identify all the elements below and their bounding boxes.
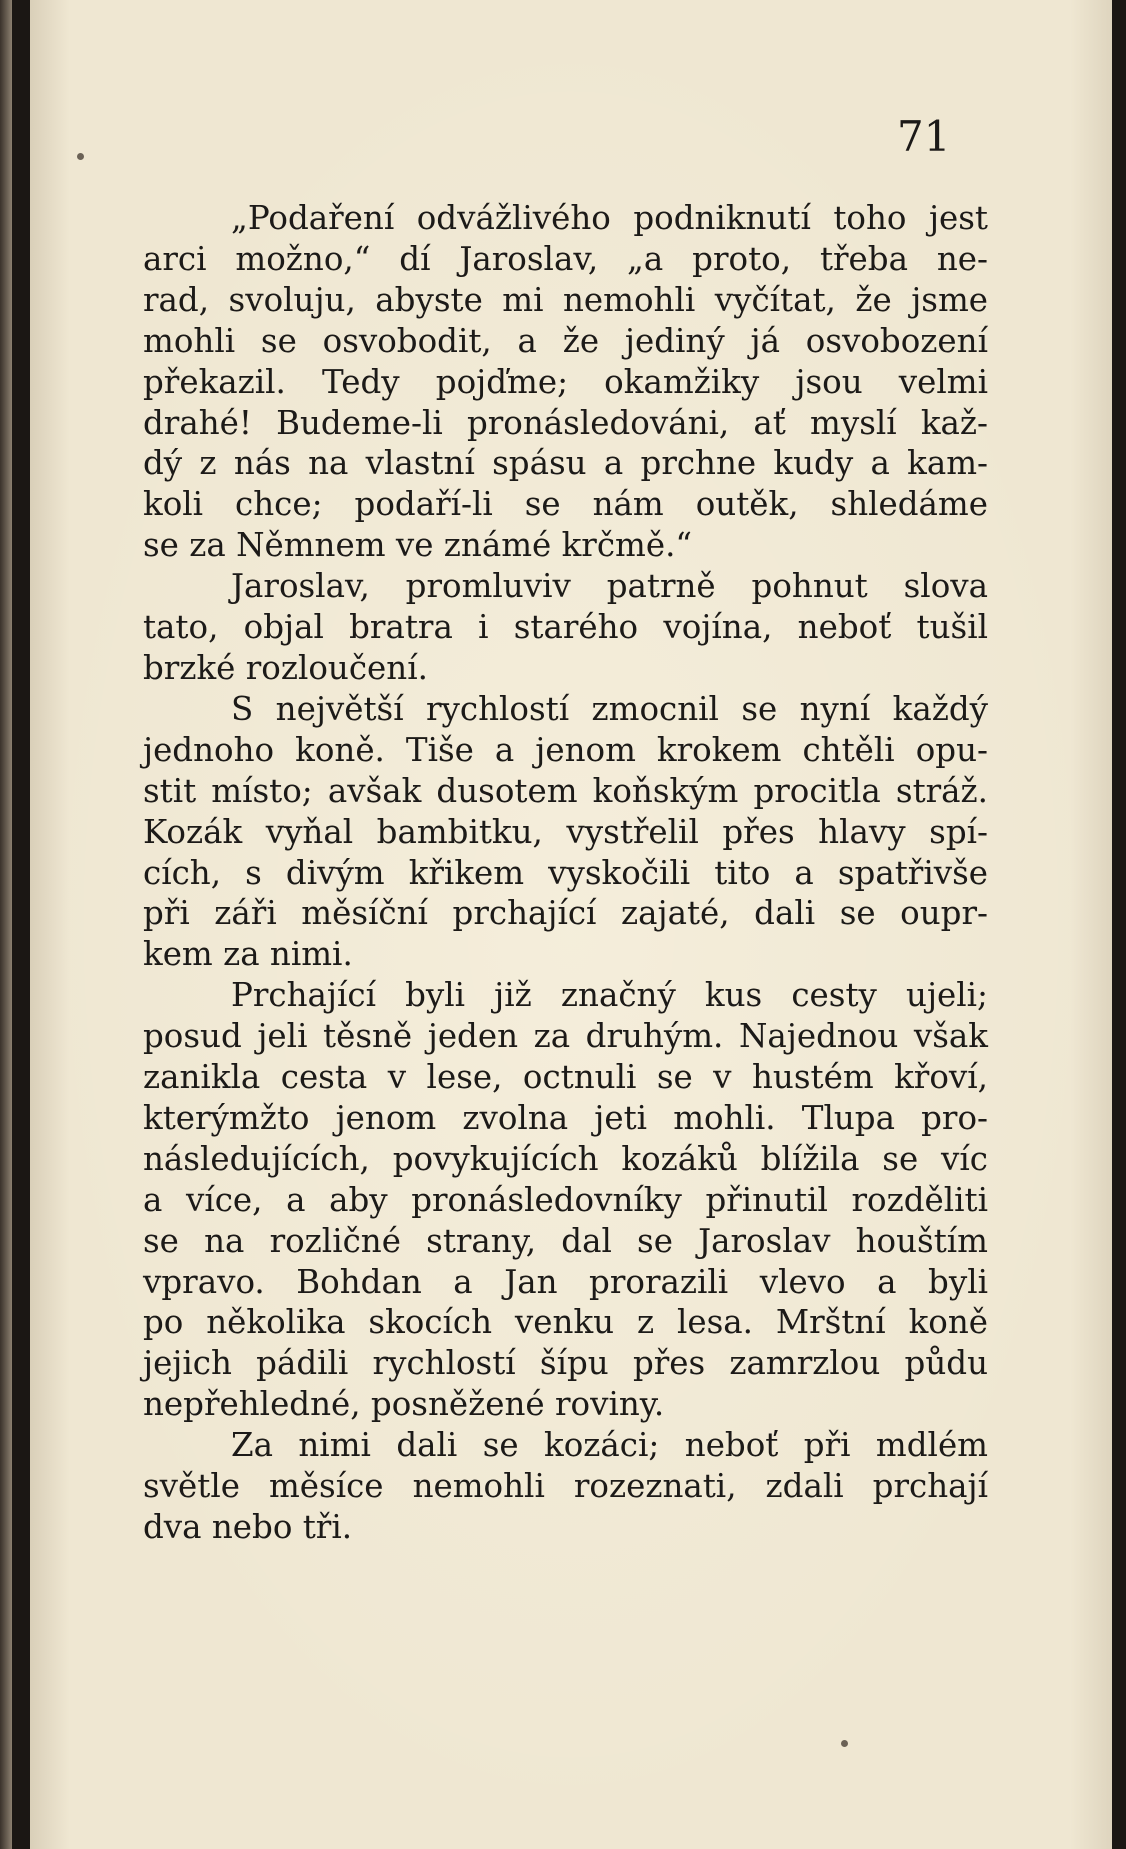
text-line: jejich pádili rychlostí šípu přes zamrzlou půdu xyxy=(143,1344,988,1383)
text-line: Jaroslav, promluviv patrně pohnut slova xyxy=(231,567,988,606)
text-line: a více, a aby pronásledovníky přinutil rozděliti xyxy=(143,1180,988,1219)
text-line: Prchající byli již značný kus cesty ujeli; xyxy=(231,976,988,1015)
book-page xyxy=(30,0,1112,1849)
binding-edge xyxy=(0,0,12,1849)
body-text xyxy=(143,198,988,1548)
text-line: S největší rychlostí zmocnil se nyní každý xyxy=(231,689,988,728)
text-line: po několika skocích venku z lesa. Mrštní koně xyxy=(143,1303,988,1342)
paper-speck xyxy=(841,1740,848,1747)
text-line: „Podaření odvážlivého podniknutí toho jest xyxy=(231,199,988,237)
text-line: tato, objal bratra i starého vojína, neboť tušil xyxy=(143,608,988,647)
text-line: dý z nás na vlastní spásu a prchne kudy a kam- xyxy=(143,444,988,483)
paper-speck xyxy=(77,153,84,160)
text-line: koli chce; podaří-li se nám outěk, shledáme xyxy=(143,485,988,524)
text-line: překazil. Tedy pojďme; okamžiky jsou velmi xyxy=(143,362,988,401)
text-line: se za Němnem ve známé krčmě.“ xyxy=(143,526,693,565)
text-line: brzké rozloučení. xyxy=(143,648,428,687)
text-line: Kozák vyňal bambitku, vystřelil přes hlavy spí- xyxy=(143,812,988,851)
text-line: dva nebo tři. xyxy=(143,1508,353,1546)
text-line: drahé! Budeme-li pronásledováni, ať myslí kaž- xyxy=(143,403,988,442)
text-line: vpravo. Bohdan a Jan prorazili vlevo a byli xyxy=(143,1262,988,1301)
text-line: kterýmžto jenom zvolna jeti mohli. Tlupa pro- xyxy=(143,1098,988,1137)
text-line: stit místo; avšak dusotem koňským procitla stráž. xyxy=(143,771,988,810)
text-line: se na rozličné strany, dal se Jaroslav houštím xyxy=(143,1221,988,1260)
text-line: kem za nimi. xyxy=(143,935,353,974)
text-line: posud jeli těsně jeden za druhým. Najednou však xyxy=(143,1017,988,1056)
page-number: 71 xyxy=(897,112,951,161)
text-line: při záři měsíční prchající zajaté, dali se oupr- xyxy=(143,894,988,933)
text-line: arci možno,“ dí Jaroslav, „a proto, třeba ne- xyxy=(143,239,988,278)
text-line: zanikla cesta v lese, octnuli se v hustém křoví, xyxy=(143,1058,988,1097)
text-line: následujících, povykujících kozáků blížila se víc xyxy=(143,1139,988,1178)
text-line: Za nimi dali se kozáci; neboť při mdlém xyxy=(231,1426,988,1465)
text-line: rad, svoluju, abyste mi nemohli vyčítat, že jsme xyxy=(143,280,988,319)
text-line: světle měsíce nemohli rozeznati, zdali prchají xyxy=(143,1467,988,1506)
text-line: jednoho koně. Tiše a jenom krokem chtěli opu- xyxy=(143,730,988,769)
text-line: nepřehledné, posněžené roviny. xyxy=(143,1385,665,1424)
text-line: cích, s divým křikem vyskočili tito a spatřivše xyxy=(143,853,988,892)
text-line: mohli se osvobodit, a že jediný já osvobození xyxy=(143,321,988,360)
